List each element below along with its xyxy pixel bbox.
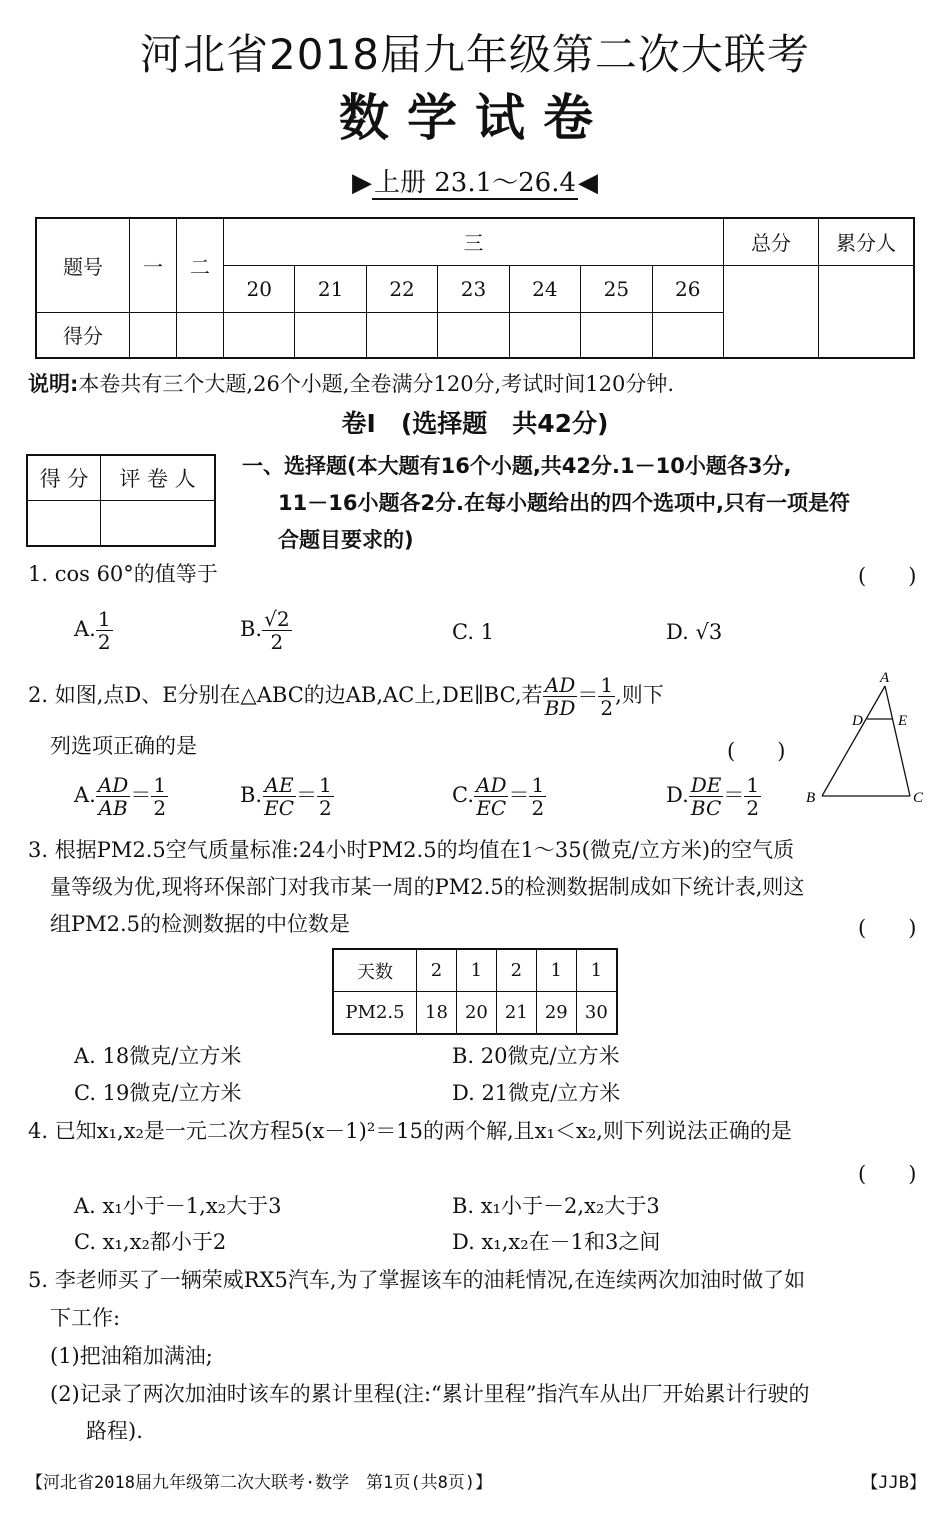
fraction <box>543 674 578 719</box>
grader-box <box>26 454 216 547</box>
score-cell[interactable] <box>581 312 652 358</box>
numerator: 1 <box>97 607 111 631</box>
denominator: BD <box>544 696 576 720</box>
q4-option-d[interactable]: D. x₁,x₂在－1和3之间 <box>452 1230 661 1254</box>
denominator: 2 <box>97 630 111 654</box>
vertex-d: D <box>852 713 863 729</box>
numerator: 1 <box>600 673 614 697</box>
q5-step2b: 路程). <box>86 1419 143 1443</box>
grader-cell[interactable] <box>819 265 915 358</box>
denominator: BC <box>690 796 722 820</box>
grader-score-label: 得 分 <box>27 455 101 500</box>
vertex-a: A <box>880 670 890 686</box>
note <box>28 366 674 402</box>
q1-option-a[interactable] <box>74 608 113 653</box>
q1-option-b[interactable] <box>240 608 292 653</box>
q2-option-d[interactable] <box>666 774 761 819</box>
q4-option-c[interactable]: C. x₁,x₂都小于2 <box>74 1230 227 1254</box>
denominator: AB <box>98 796 128 820</box>
q1-option-c[interactable]: C. 1 <box>452 620 495 644</box>
score-cell[interactable] <box>438 312 509 358</box>
fraction <box>262 608 291 653</box>
option-label: A. <box>74 617 96 641</box>
footer-left: 【河北省2018届九年级第二次大联考·数学 第1页(共8页)】 <box>26 1473 493 1493</box>
pm-cell: 2 <box>496 949 536 992</box>
denominator: 2 <box>531 796 545 820</box>
sub-col: 24 <box>509 265 580 312</box>
q3-line1: 3. 根据PM2.5空气质量标准:24小时PM2.5的均值在1～35(微克/立方米)的空气质 <box>28 838 795 862</box>
denominator: EC <box>264 796 295 820</box>
equals: ＝ <box>508 783 530 807</box>
q4-stem: 4. 已知x₁,x₂是一元二次方程5(x－1)²＝15的两个解,且x₁＜x₂,则下列说法正确的是 <box>28 1119 792 1143</box>
numerator: 1 <box>746 773 760 797</box>
option-label: C. <box>452 783 474 807</box>
vertex-c: C <box>913 790 924 806</box>
sub-col: 22 <box>366 265 437 312</box>
numerator: 1 <box>319 773 332 797</box>
option-label: A. <box>74 783 96 807</box>
pm-cell: 1 <box>456 949 496 992</box>
fraction <box>744 774 761 819</box>
exam-title: 河北省2018届九年级第二次大联考 <box>140 30 810 79</box>
score-cell[interactable] <box>366 312 437 358</box>
fraction <box>96 774 130 819</box>
q1-stem: 1. cos 60°的值等于 <box>28 562 218 586</box>
sub-col: 20 <box>224 265 295 312</box>
vertex-b: B <box>806 790 816 806</box>
q2-stem-text: ,则下 <box>615 683 664 707</box>
label-score: 得分 <box>36 312 130 358</box>
grader-name-cell[interactable] <box>101 500 216 546</box>
q5-step2a: (2)记录了两次加油时该车的累计里程(注:“累计里程”指汽车从出厂开始累计行驶的 <box>50 1382 810 1406</box>
q3-option-b[interactable]: B. 20微克/立方米 <box>452 1044 620 1068</box>
q3-option-a[interactable]: A. 18微克/立方米 <box>74 1044 242 1068</box>
denominator: 2 <box>319 796 332 820</box>
section-instructions <box>242 448 932 559</box>
col-grader: 累分人 <box>819 218 915 265</box>
q2-answer-paren[interactable]: ( ) <box>727 739 786 763</box>
sub-col: 23 <box>438 265 509 312</box>
scope-text: 上册 23.1～26.4 <box>373 168 577 198</box>
triangle-figure <box>800 668 930 808</box>
pm-row-label: 天数 <box>333 949 417 992</box>
score-cell[interactable] <box>177 312 224 358</box>
q2-stem <box>28 674 664 719</box>
q3-option-c[interactable]: C. 19微克/立方米 <box>74 1081 242 1105</box>
pm-table <box>332 948 618 1035</box>
q2-stem-text: 2. 如图,点D、E分别在△ABC的边AB,AC上,DE∥BC,若 <box>28 683 543 707</box>
numerator: AD <box>544 673 576 697</box>
q3-line3: 组PM2.5的检测数据的中位数是 <box>50 912 351 936</box>
exam-subject: 数学试卷 <box>339 89 611 147</box>
label-qnum: 题号 <box>36 218 130 312</box>
q2-option-a[interactable] <box>74 774 168 819</box>
numerator: √2 <box>264 607 290 631</box>
fraction <box>474 774 508 819</box>
note-text: 本卷共有三个大题,26个小题,全卷满分120分,考试时间120分钟. <box>78 372 674 396</box>
sub-col: 26 <box>652 265 723 312</box>
arrow-left-icon: ◀ <box>578 168 599 198</box>
pm-cell: 20 <box>456 992 496 1035</box>
score-cell[interactable] <box>509 312 580 358</box>
numerator: AE <box>264 773 294 797</box>
score-cell[interactable] <box>652 312 723 358</box>
instr-line: 11－16小题各2分.在每小题给出的四个选项中,只有一项是符 <box>278 491 851 515</box>
total-cell[interactable] <box>724 265 819 358</box>
equals: ＝ <box>130 783 152 807</box>
section-heading: 卷Ⅰ (选择题 共42分) <box>341 409 609 438</box>
numerator: 1 <box>153 773 167 797</box>
col-2: 二 <box>177 218 224 312</box>
pm-cell: 1 <box>576 949 617 992</box>
instr-line: 一、选择题(本大题有16个小题,共42分.1－10小题各3分, <box>242 454 792 478</box>
q5-line1: 5. 李老师买了一辆荣威RX5汽车,为了掌握该车的油耗情况,在连续两次加油时做了如 <box>28 1268 806 1292</box>
option-label: B. <box>240 783 263 807</box>
pm-cell: 21 <box>496 992 536 1035</box>
q4-answer-paren[interactable]: ( ) <box>858 1162 917 1186</box>
denominator: 2 <box>270 630 284 654</box>
numerator: 1 <box>531 773 545 797</box>
grader-name-label: 评 卷 人 <box>101 455 216 500</box>
pm-cell: 29 <box>536 992 576 1035</box>
note-label: 说明: <box>28 372 79 396</box>
pm-cell: 1 <box>536 949 576 992</box>
score-cell[interactable] <box>295 312 366 358</box>
arrow-right-icon: ▶ <box>351 168 372 198</box>
fraction <box>317 774 334 819</box>
denominator: 2 <box>153 796 167 820</box>
numerator: AD <box>97 773 129 797</box>
fraction <box>689 774 724 819</box>
page-footer <box>26 1468 926 1493</box>
footer-right: 【JJB】 <box>861 1473 926 1493</box>
score-table <box>35 217 915 359</box>
option-label: D. <box>666 783 689 807</box>
pm-row-label: PM2.5 <box>333 992 417 1035</box>
pm-cell: 18 <box>417 992 457 1035</box>
score-cell[interactable] <box>130 312 177 358</box>
fraction <box>262 774 296 819</box>
vertex-e: E <box>898 713 908 729</box>
score-cell[interactable] <box>224 312 295 358</box>
col-total: 总分 <box>724 218 819 265</box>
fraction <box>96 608 113 653</box>
sub-col: 25 <box>581 265 652 312</box>
equals: ＝ <box>723 783 745 807</box>
numerator: DE <box>690 773 722 797</box>
side-ab <box>822 686 885 796</box>
pm-cell: 2 <box>417 949 457 992</box>
q5-line2: 下工作: <box>50 1306 121 1330</box>
fraction <box>151 774 168 819</box>
q4-option-b[interactable]: B. x₁小于－2,x₂大于3 <box>452 1194 660 1218</box>
q3-line2: 量等级为优,现将环保部门对我市某一周的PM2.5的检测数据制成如下统计表,则这 <box>50 875 805 899</box>
denominator: 2 <box>746 796 760 820</box>
q3-answer-paren[interactable]: ( ) <box>858 916 917 940</box>
side-ac <box>885 686 910 796</box>
grader-score-cell[interactable] <box>27 500 101 546</box>
scope-line <box>0 162 950 199</box>
col-1: 一 <box>130 218 177 312</box>
fraction <box>529 774 546 819</box>
q1-option-d[interactable]: D. √3 <box>666 620 723 644</box>
equals: ＝ <box>296 783 318 807</box>
q2-option-b[interactable] <box>240 774 334 819</box>
numerator: AD <box>476 773 507 797</box>
sub-col: 21 <box>295 265 366 312</box>
q1-answer-paren[interactable]: ( ) <box>858 564 917 588</box>
denominator: 2 <box>600 696 614 720</box>
q2-option-c[interactable] <box>452 774 546 819</box>
instr-line: 合题目要求的) <box>278 528 414 552</box>
q5-step1: (1)把油箱加满油; <box>50 1344 213 1368</box>
q3-option-d[interactable]: D. 21微克/立方米 <box>452 1081 621 1105</box>
pm-cell: 30 <box>576 992 617 1035</box>
denominator: EC <box>476 796 507 820</box>
q4-option-a[interactable]: A. x₁小于－1,x₂大于3 <box>74 1194 282 1218</box>
q2-stem-line2: 列选项正确的是 <box>50 734 197 758</box>
col-3: 三 <box>224 218 724 265</box>
equals: ＝ <box>577 683 599 707</box>
option-label: B. <box>240 617 263 641</box>
fraction <box>598 674 615 719</box>
